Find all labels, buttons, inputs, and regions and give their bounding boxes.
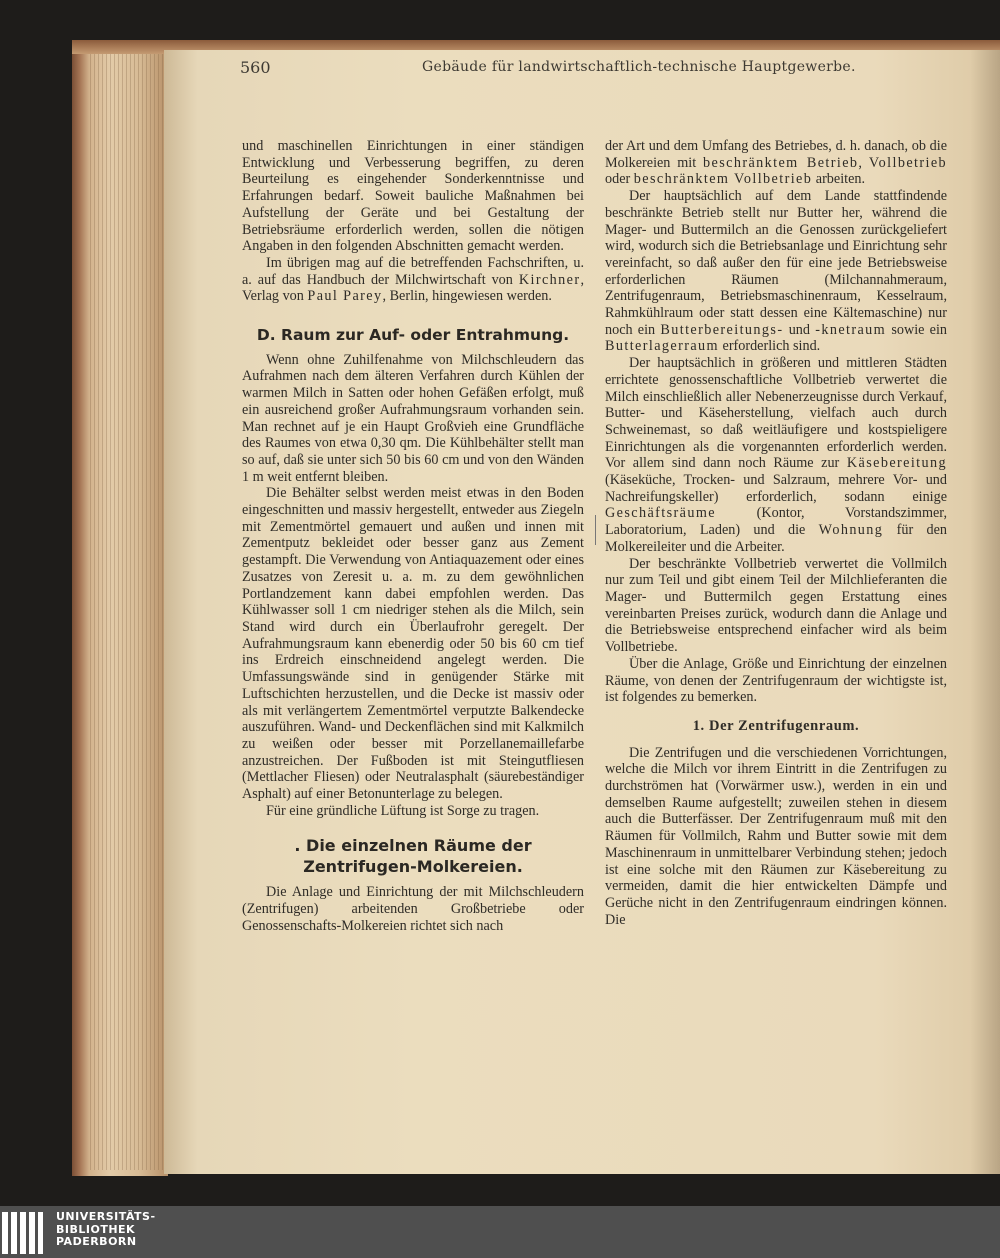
author-name: Kirchner (518, 271, 581, 288)
page-edges (90, 50, 170, 1170)
paragraph: Die Behälter selbst werden meist etwas in den Boden eingeschnitten und massiv hergestellt, entweder aus Ziegeln mit Zementmörtel gemauert und außen und innen mit Zementputz bekleidet oder besser ganz aus Zement gestampft. Die Verwendung von Antiaquazement oder eines Zusatzes von Zeresit u. a. m. zu dem gewöhnlichen Portlandzement kann dabei empfohlen werden. Das Kühlwasser soll 1 cm niedriger stehen als die Milch, sein Stand wird durch ein Überlaufrohr geregelt. Der Aufrahmungsraum kann ebenerdig oder 50 bis 60 cm tief ins Erdreich einschneidend angelegt werden. Die Umfassungswände sind in genügender Stärke mit Luftschichten herzustellen, und die Decke ist massiv oder als mit verlängertem Zementmörtel verputzte Balkendecke auszuführen. Wand- und Deckenflächen sind mit Kalkmilch zu weißen oder besser mit Porzellanemaillefarbe anzustreichen. Der Fußboden ist mit Steingutfliesen (Mettlacher Fliesen) oder Neutralasphalt (säurebeständiger Asphalt) auf einer Betonunterlage zu belegen. (242, 485, 584, 803)
paragraph (605, 138, 947, 188)
text: (Käseküche, Trocken- und Salzraum, mehrere Vor- und Nachreifungskeller) erforderlich, sodann einige (605, 472, 947, 505)
running-head: Gebäude für landwirtschaftlich-technische Hauptgewerbe. (422, 59, 856, 75)
text: , Verlag von (242, 271, 584, 305)
text: sowie ein (886, 321, 947, 338)
right-column (605, 138, 947, 928)
paragraph: und maschinellen Einrichtungen in einer ständigen Entwicklung und Verbesserung begriffen, zu deren Beurteilung es eingehender Sonderkenntnisse und Erfahrungen bedarf. Soweit bauliche Maßnahmen bei Aufstellung der Geräte und bei Gestaltung der Betriebsräume erforderlich werden, sollen die nötigen Angaben in den folgenden Abschnitten gemacht werden. (242, 138, 584, 255)
section-heading: . Die einzelnen Räume der Zentrifugen-Molkereien. (294, 836, 532, 877)
logo-line: UNIVERSITÄTS- (56, 1210, 156, 1223)
library-logo-icon (2, 1212, 46, 1254)
emphasis: Butterlagerraum (605, 338, 719, 355)
page-number: 560 (240, 58, 271, 77)
text: oder (605, 171, 634, 188)
paragraph: Die Anlage und Einrichtung der mit Milchschleudern (Zentrifugen) arbeitenden Großbetriebe oder Genossenschafts-Molkereien richtet sich nach (242, 884, 584, 934)
emphasis: Butterbereitungs- (660, 321, 784, 338)
text: Der hauptsächlich in größeren und mittleren Städten errichtete genossenschaftliche Vollbetrieb verwertet die Milch einschließlich aller Nebenerzeugnisse durch Verkauf, Butter- und Käseherstellung, vielfach auch durch Schweinemast, so daß weitläufigere und kostspieligere Einrichtungen als die vorgenannten erforderlich werden. Vor allem sind dann noch Räume zur (605, 355, 947, 472)
subsection-heading: 1. Der Zentrifugenraum. (692, 717, 860, 734)
logo-line: PADERBORN (56, 1235, 137, 1248)
emphasis: Käsebereitung (846, 455, 947, 472)
logo-line: BIBLIOTHEK (56, 1222, 136, 1236)
paragraph (605, 188, 947, 355)
publisher-name: Paul Parey (307, 288, 383, 305)
paragraph: Über die Anlage, Größe und Einrichtung der einzelnen Räume, von denen der Zentrifugenraum der wichtigste ist, ist folgendes zu bemerken. (605, 655, 947, 706)
text: für den Molkereileiter und die Arbeiter. (605, 522, 947, 555)
text: erforderlich sind. (718, 338, 821, 355)
column-rule (595, 515, 596, 545)
emphasis: Geschäftsräume (605, 505, 716, 522)
paragraph: Wenn ohne Zuhilfenahme von Milchschleudern das Aufrahmen nach dem älteren Verfahren durch Kühlen der warmen Milch in Satten oder hohen Gefäßen erfolgt, muß ein ausreichend großer Aufrahmungsraum vorhanden sein. Man rechnet auf je ein Haupt Großvieh eine Grundfläche des Raumes von etwa 0,30 qm. Die Kühlbehälter stellt man so auf, daß sie unter sich 50 bis 60 cm und von den Wänden 1 m weit entfernt bleiben. (242, 351, 584, 485)
emphasis: Wohnung (818, 522, 884, 539)
page-header (240, 58, 950, 80)
section-heading: D. Raum zur Auf- oder Entrahmung. (256, 326, 570, 345)
emphasis: Vollbetrieb (868, 154, 948, 171)
text: , (858, 154, 869, 171)
text: der Art und dem Umfang des Betriebes, d. h. danach, ob die Molkereien mit (605, 138, 947, 171)
left-column (242, 138, 584, 935)
paragraph (605, 355, 947, 555)
emphasis: -knetraum (815, 321, 887, 338)
library-footer (0, 1206, 1000, 1258)
text: arbeiten. (812, 171, 866, 188)
emphasis: beschränktem Betrieb (703, 154, 859, 171)
emphasis: beschränktem Vollbetrieb (633, 171, 813, 188)
paragraph: Der beschränkte Vollbetrieb verwertet die Vollmilch nur zum Teil und gibt einem Teil der Milchlieferanten die Mager- und Buttermilch gegen Erstattung eines vereinbarten Preises zurück, wodurch dann die Anlage und die Betriebsweise entsprechend einfacher wird als beim Vollbetriebe. (605, 555, 947, 656)
text: Im übrigen mag auf die betreffenden Fachschriften, u. a. auf das Handbuch der Milchwirtschaft von (242, 254, 584, 288)
paragraph: Die Zentrifugen und die verschiedenen Vorrichtungen, welche die Milch vor ihrem Eintritt in die Zentrifugen zu durchströmen hat (Vorwärmer usw.), werden in ein und demselben Raume aufgestellt; zuweilen stehen in diesem auch die Butterfässer. Der Zentrifugenraum muß mit den Räumen für Vollmilch, Rahm und Butter sowie mit dem Maschinenraum in unmittelbarer Verbindung stehen; jedoch ist eine solche mit den Räumen zur Käsebereitung zu vermeiden, damit die hier entwickelten Dämpfe und Gerüche nicht in den Zentrifugenraum eindringen können. Die (605, 744, 947, 928)
text: und (783, 321, 816, 338)
paragraph: Für eine gründliche Lüftung ist Sorge zu tragen. (266, 802, 540, 819)
text: , Berlin, hingewiesen werden. (382, 288, 552, 305)
paragraph (242, 255, 584, 305)
library-logo-text (56, 1211, 156, 1249)
page-shadow (970, 50, 1000, 1174)
text: Der hauptsächlich auf dem Lande stattfindende beschränkte Betrieb stellt nur Butter her, während die Mager- und Buttermilch an die Genossen zurückgeliefert wird, wodurch sich die Betriebsanlage und Einrichtung sehr vereinfacht, so daß außer den für eine jede Betriebsweise erforderlichen Räumen (Milchannahmeraum, Zentrifugenraum, Betriebsmaschinenraum, Kesselraum, Rahmkühlraum oder statt dessen eine Kältemaschine) nur noch ein (605, 188, 947, 338)
text: (Kontor, Vorstandszimmer, Laboratorium, Laden) und die (605, 505, 947, 539)
